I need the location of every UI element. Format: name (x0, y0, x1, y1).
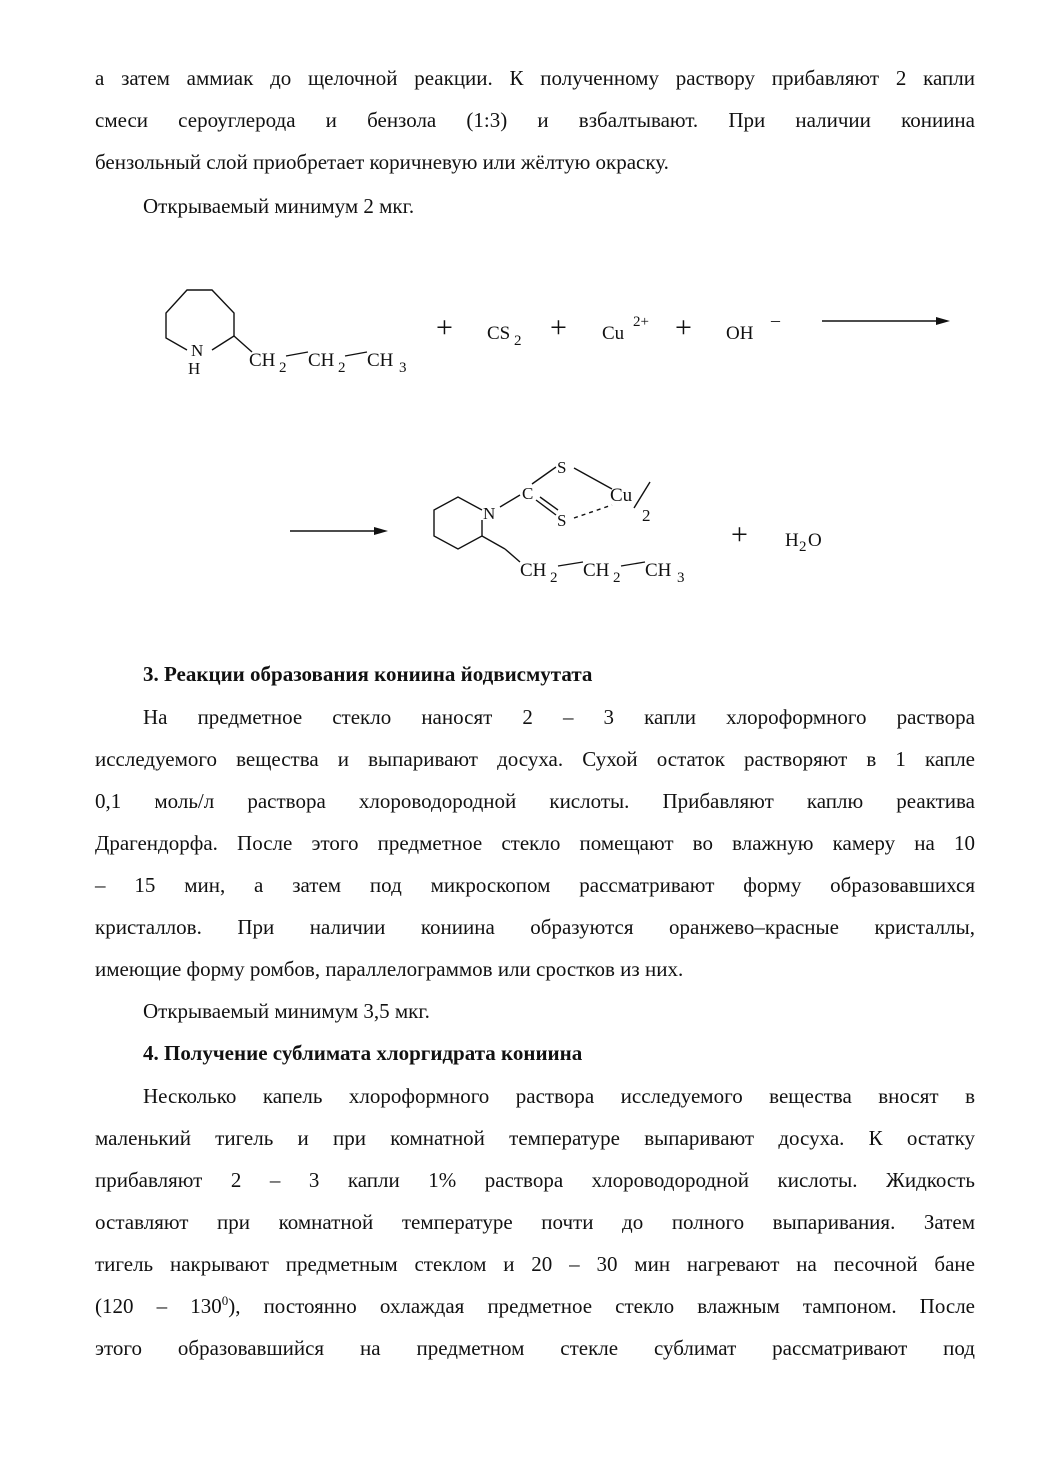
ring-nitrogen-label: N (191, 341, 204, 360)
plus-sign: + (731, 518, 748, 551)
water-o: O (808, 530, 822, 551)
text-line: оставляют при комнатной температуре почти до полного выпаривания. Затем (95, 1210, 975, 1234)
section-3-paragraph (95, 696, 975, 990)
text-line: этого образовавшийся на предметном стекле сублимат рассматривают под (95, 1336, 975, 1360)
text-line: маленький тигель и при комнатной температуре выпаривают досуха. К остатку (95, 1126, 975, 1150)
product-copper-sub: 2 (642, 506, 651, 525)
text-line: тигель накрывают предметным стеклом и 20 – 30 мин нагревают на песочной бане (95, 1252, 975, 1276)
ring-hydrogen-label: H (188, 359, 201, 378)
detection-minimum-text: Открываемый минимум 3,5 мкг. (143, 999, 430, 1023)
reaction-arrow-1 (822, 317, 950, 325)
product-sulfur-top: S (557, 458, 567, 477)
detection-minimum-2 (95, 990, 975, 1032)
plus-sign: + (436, 311, 453, 344)
text-line: 0,1 моль/л раствора хлороводородной кислоты. Прибавляют каплю реактива (95, 789, 975, 813)
detection-minimum-text: Открываемый минимум 2 мкг. (143, 194, 415, 218)
temperature-line (95, 1285, 975, 1327)
oh-label: OH (726, 323, 754, 344)
chain-sub-c: 3 (399, 360, 407, 376)
text-line: Несколько капель хлороформного раствора исследуемого вещества вносят в (143, 1084, 975, 1108)
chain-sub-b: 2 (613, 570, 621, 586)
plus-sign: + (675, 311, 692, 344)
chain-sub-c: 3 (677, 570, 685, 586)
coniine-structure (166, 290, 252, 352)
text-line: – 15 мин, а затем под микроскопом рассматривают форму образовавшихся (95, 873, 975, 897)
chain-ch2-b: CH (583, 560, 610, 581)
reaction-arrow-2 (290, 527, 388, 535)
temperature-prefix: (120 – 130 (95, 1294, 222, 1318)
chain-ch3: CH (367, 350, 394, 371)
cu-charge: 2+ (633, 314, 649, 330)
water-sub: 2 (799, 539, 807, 555)
text-line: исследуемого вещества и выпаривают досуха. Сухой остаток растворяют в 1 капле (95, 747, 975, 771)
section-3-heading: 3. Реакции образования кониина йодвисмутата (143, 662, 593, 686)
water-h: H (785, 530, 799, 551)
section-4-heading: 4. Получение сублимата хлоргидрата кониина (143, 1041, 583, 1065)
chain-ch3: CH (645, 560, 672, 581)
degree-superscript: 0 (221, 1293, 229, 1308)
product-carbon-label: C (522, 484, 534, 503)
cu-label: Cu (602, 323, 625, 344)
cs2-label: CS (487, 323, 511, 344)
oh-charge: – (771, 310, 780, 330)
text-line: прибавляют 2 – 3 капли 1% раствора хлороводородной кислоты. Жидкость (95, 1168, 975, 1192)
text-line: имеющие форму ромбов, параллелограммов или сростков из них. (95, 957, 684, 981)
chain-ch2-a: CH (249, 350, 276, 371)
propyl-chain-1 (249, 350, 407, 376)
chain-ch2-a: CH (520, 560, 547, 581)
chain-ch2-b: CH (308, 350, 335, 371)
chain-sub-a: 2 (279, 360, 287, 376)
propyl-chain-2 (520, 560, 685, 586)
product-sulfur-bottom: S (557, 511, 567, 530)
temperature-suffix: ), постоянно охлаждая предметное стекло влажным тампоном. После (228, 1294, 975, 1318)
product-copper-label: Cu (610, 485, 633, 506)
chain-sub-a: 2 (550, 570, 558, 586)
plus-sign: + (550, 311, 567, 344)
product-structure (434, 467, 650, 562)
text-line: На предметное стекло наносят 2 – 3 капли хлороформного раствора (143, 705, 975, 729)
text-line: а затем аммиак до щелочной реакции. К полученному раствору прибавляют 2 капли (95, 66, 975, 90)
text-line: смеси сероуглерода и бензола (1:3) и взбалтывают. При наличии кониина (95, 108, 975, 132)
chain-sub-b: 2 (338, 360, 346, 376)
text-line: Драгендорфа. После этого предметное стекло помещают во влажную камеру на 10 (95, 831, 975, 855)
product-nitrogen-label: N (483, 504, 496, 523)
cs2-sub: 2 (514, 333, 522, 349)
reaction-scheme (0, 0, 1039, 620)
section-4-paragraph (95, 1075, 975, 1369)
text-line: бензольный слой приобретает коричневую или жёлтую окраску. (95, 150, 669, 174)
text-line: кристаллов. При наличии кониина образуются оранжево–красные кристаллы, (95, 915, 975, 939)
